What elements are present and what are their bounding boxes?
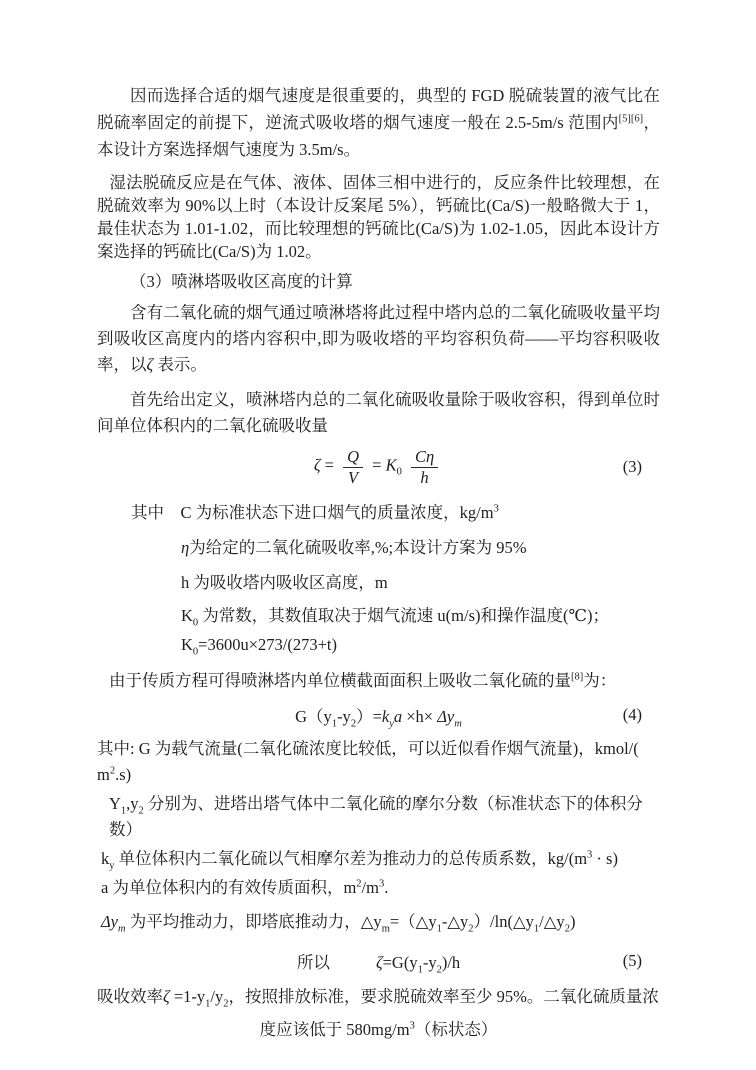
text-segment: a (393, 706, 403, 726)
text-segment: η (181, 537, 190, 557)
text-segment: )/h (441, 952, 461, 972)
text-segment: 湿法脱硫反应是在气体、液体、固体三相中进行的，反应条件比较理想，在脱硫效率为 90%以上时（本设计反案尾 5%），钙硫比(Ca/S)一般略微大于 1，最佳状态为 1.01-1.02，而比较理想的钙硫比(Ca/S)为 1.02-1.05，因此本设计方案选择的钙硫比(Ca/S)为 1.02。 (97, 173, 660, 261)
fraction-ceta-over-h (411, 447, 438, 488)
text-segment: ）= (356, 706, 382, 726)
paragraph-average-volume-absorption (97, 300, 660, 378)
text-segment: ζ (163, 986, 170, 1006)
text-segment: =（△y (389, 911, 437, 931)
text-segment: Δy (437, 706, 455, 726)
text-segment: 2 (223, 997, 229, 1009)
text-segment: m (118, 922, 126, 934)
text-segment: -△y (441, 911, 469, 931)
text-segment: ，按照排放标准，要求脱硫效率至少 95%。二氧化硫质量浓 (228, 986, 659, 1006)
equation-number: (5) (622, 950, 642, 970)
text-segment: 3 (378, 878, 385, 890)
fraction-denominator: h (411, 467, 438, 488)
equation-number: (3) (622, 457, 642, 477)
definition-eta-absorption-rate (181, 535, 660, 561)
equals-sign: = (372, 455, 382, 475)
text-segment: ζ (146, 355, 154, 374)
fraction-denominator: V (343, 467, 363, 488)
text-segment: 3 (493, 503, 499, 515)
text-segment: 度应该低于 580mg/m (259, 1019, 410, 1039)
text-segment: 其中: G 为载气流量(二氧化硫浓度比较低，可以近似看作烟气流量)，kmol/( m (97, 738, 639, 784)
text-segment: =3600u×273/(273+t) (198, 634, 337, 654)
definition-c-concentration (131, 500, 660, 526)
text-segment: （3）喷淋塔吸收区高度的计算 (130, 272, 353, 291)
text-segment: 含有二氧化硫的烟气通过喷淋塔将此过程中塔内总的二氧化硫吸收量平均到吸收区高度内的塔内容积中,即为吸收塔的平均容积负荷——平均容积吸收率，以 (97, 303, 660, 374)
text-segment: Y (109, 793, 121, 813)
text-segment: 由于传质方程可得喷淋塔内单位横截面面积上吸收二氧化硫的量 (109, 670, 571, 690)
equation-4 (97, 703, 660, 727)
equation-5 (97, 949, 660, 973)
paragraph-absorption-efficiency (97, 983, 660, 1010)
fraction-numerator: Q (347, 447, 359, 466)
text-segment: -y (337, 706, 351, 726)
text-segment: （标状态） (414, 1019, 498, 1039)
text-segment: 1 (436, 922, 442, 934)
text-segment: ) (569, 911, 576, 931)
equals-sign: = (324, 455, 334, 475)
text-segment: G（y (295, 706, 332, 726)
definition-k0-formula (181, 632, 660, 658)
equation-4-formula (295, 706, 462, 729)
paragraph-definition (97, 387, 660, 439)
definition-y1-y2-mole-fraction (109, 791, 660, 843)
text-segment: ,y (126, 793, 139, 813)
text-segment: 1 (120, 804, 127, 816)
section-heading-spray-tower-height (97, 269, 660, 295)
definition-delta-ym-driving-force (101, 909, 660, 935)
text-segment: 单位体积内二氧化硫以气相摩尔差为推动力的总传质系数，kg/(m (114, 848, 588, 868)
text-segment: 其中 C 为标准状态下进口烟气的质量浓度，kg/m (131, 502, 494, 522)
text-segment: 2 (356, 878, 362, 890)
text-segment: y (389, 717, 394, 729)
definition-ky-mass-transfer-coefficient (101, 846, 660, 872)
zeta-symbol: ζ (313, 455, 321, 475)
text-segment: 2 (564, 922, 570, 934)
text-segment: m (454, 717, 462, 729)
text-segment: 1 (533, 922, 540, 934)
text-segment: K (181, 605, 193, 625)
text-segment: Δy (101, 911, 119, 931)
text-segment: 2 (138, 804, 144, 816)
text-segment: 为给定的二氧化硫吸收率,%;本设计方案为 95% (189, 537, 527, 557)
text-segment: 因而选择合适的烟气速度是很重要的，典型的 FGD 脱硫装置的液气比在脱硫率固定的前提下，逆流式吸收塔的烟气速度一般在 2.5-5m/s 范围内 (97, 86, 660, 132)
text-segment: ）/ln(△y (473, 911, 534, 931)
text-segment: 2 (109, 765, 116, 777)
definition-g-gas-flow (97, 736, 660, 788)
text-segment: 1 (417, 963, 423, 975)
text-segment: ζ (375, 952, 383, 972)
text-segment: h 为吸收塔内吸收区高度，m (181, 572, 388, 592)
text-segment: [8] (571, 671, 584, 683)
equation-number: (4) (622, 704, 642, 724)
definition-k0-constant (181, 603, 660, 629)
k0-constant: K (385, 455, 397, 475)
text-segment: 3 (409, 1020, 415, 1032)
text-segment: 为常数，其数值取决于烟气流速 u(m/s)和操作温度(℃)； (198, 605, 609, 625)
text-segment: . (384, 877, 389, 897)
therefore-label: 所以 (296, 952, 330, 972)
text-segment: 首先给出定义，喷淋塔内总的二氧化硫吸收量除于吸收容积，得到单位时间单位体积内的二氧化硫吸收量 (97, 390, 660, 435)
paragraph-so2-concentration-limit (97, 1016, 660, 1044)
text-segment: 2 (468, 922, 474, 934)
text-segment: 1 (331, 717, 338, 729)
fraction-q-over-v (343, 447, 363, 488)
text-segment: -y (422, 952, 437, 972)
text-segment: 0 (192, 645, 199, 657)
text-segment: k (101, 848, 110, 868)
text-segment: · s) (592, 848, 618, 868)
text-segment: ，本设计方案选择烟气速度为 3.5m/s。 (97, 113, 660, 159)
text-segment: =1-y (169, 986, 206, 1006)
text-segment: 0 (192, 616, 199, 628)
fraction-numerator: Cη (414, 447, 435, 466)
text-segment: /m (361, 877, 379, 897)
text-segment: 1 (205, 997, 211, 1009)
paragraph-flue-gas-velocity (97, 82, 660, 163)
text-segment: /△y (539, 911, 565, 931)
definition-a-transfer-area (101, 875, 660, 901)
text-segment: 吸收效率 (97, 986, 163, 1006)
text-segment: /y (210, 986, 224, 1006)
paragraph-wet-desulfurization (97, 171, 660, 263)
text-segment: K (181, 634, 193, 654)
paragraph-mass-transfer-equation (109, 667, 660, 694)
text-segment: k (381, 706, 390, 726)
text-segment: .s) (115, 764, 132, 784)
equation-3 (97, 447, 660, 488)
definition-h-height (181, 570, 660, 596)
text-segment: 为： (583, 670, 617, 690)
text-segment: a 为单位体积内的有效传质面积，m (101, 877, 357, 897)
text-segment: ×h× (402, 706, 438, 726)
text-segment: 2 (436, 963, 442, 975)
text-segment: 为平均推动力，即塔底推动力，△y (125, 911, 382, 931)
text-segment: 表示。 (153, 355, 207, 374)
text-segment: m (381, 922, 390, 934)
text-segment: =G(y (382, 952, 418, 972)
text-segment: 2 (350, 717, 357, 729)
text-segment: 3 (587, 849, 593, 861)
text-segment: [5][6] (618, 113, 644, 125)
equation-5-formula (375, 952, 461, 975)
text-segment: y (109, 859, 115, 871)
k0-subscript: 0 (396, 466, 402, 478)
text-segment: 分别为、进塔出塔气体中二氧化硫的摩尔分数（标准状态下的体积分数） (109, 793, 643, 839)
